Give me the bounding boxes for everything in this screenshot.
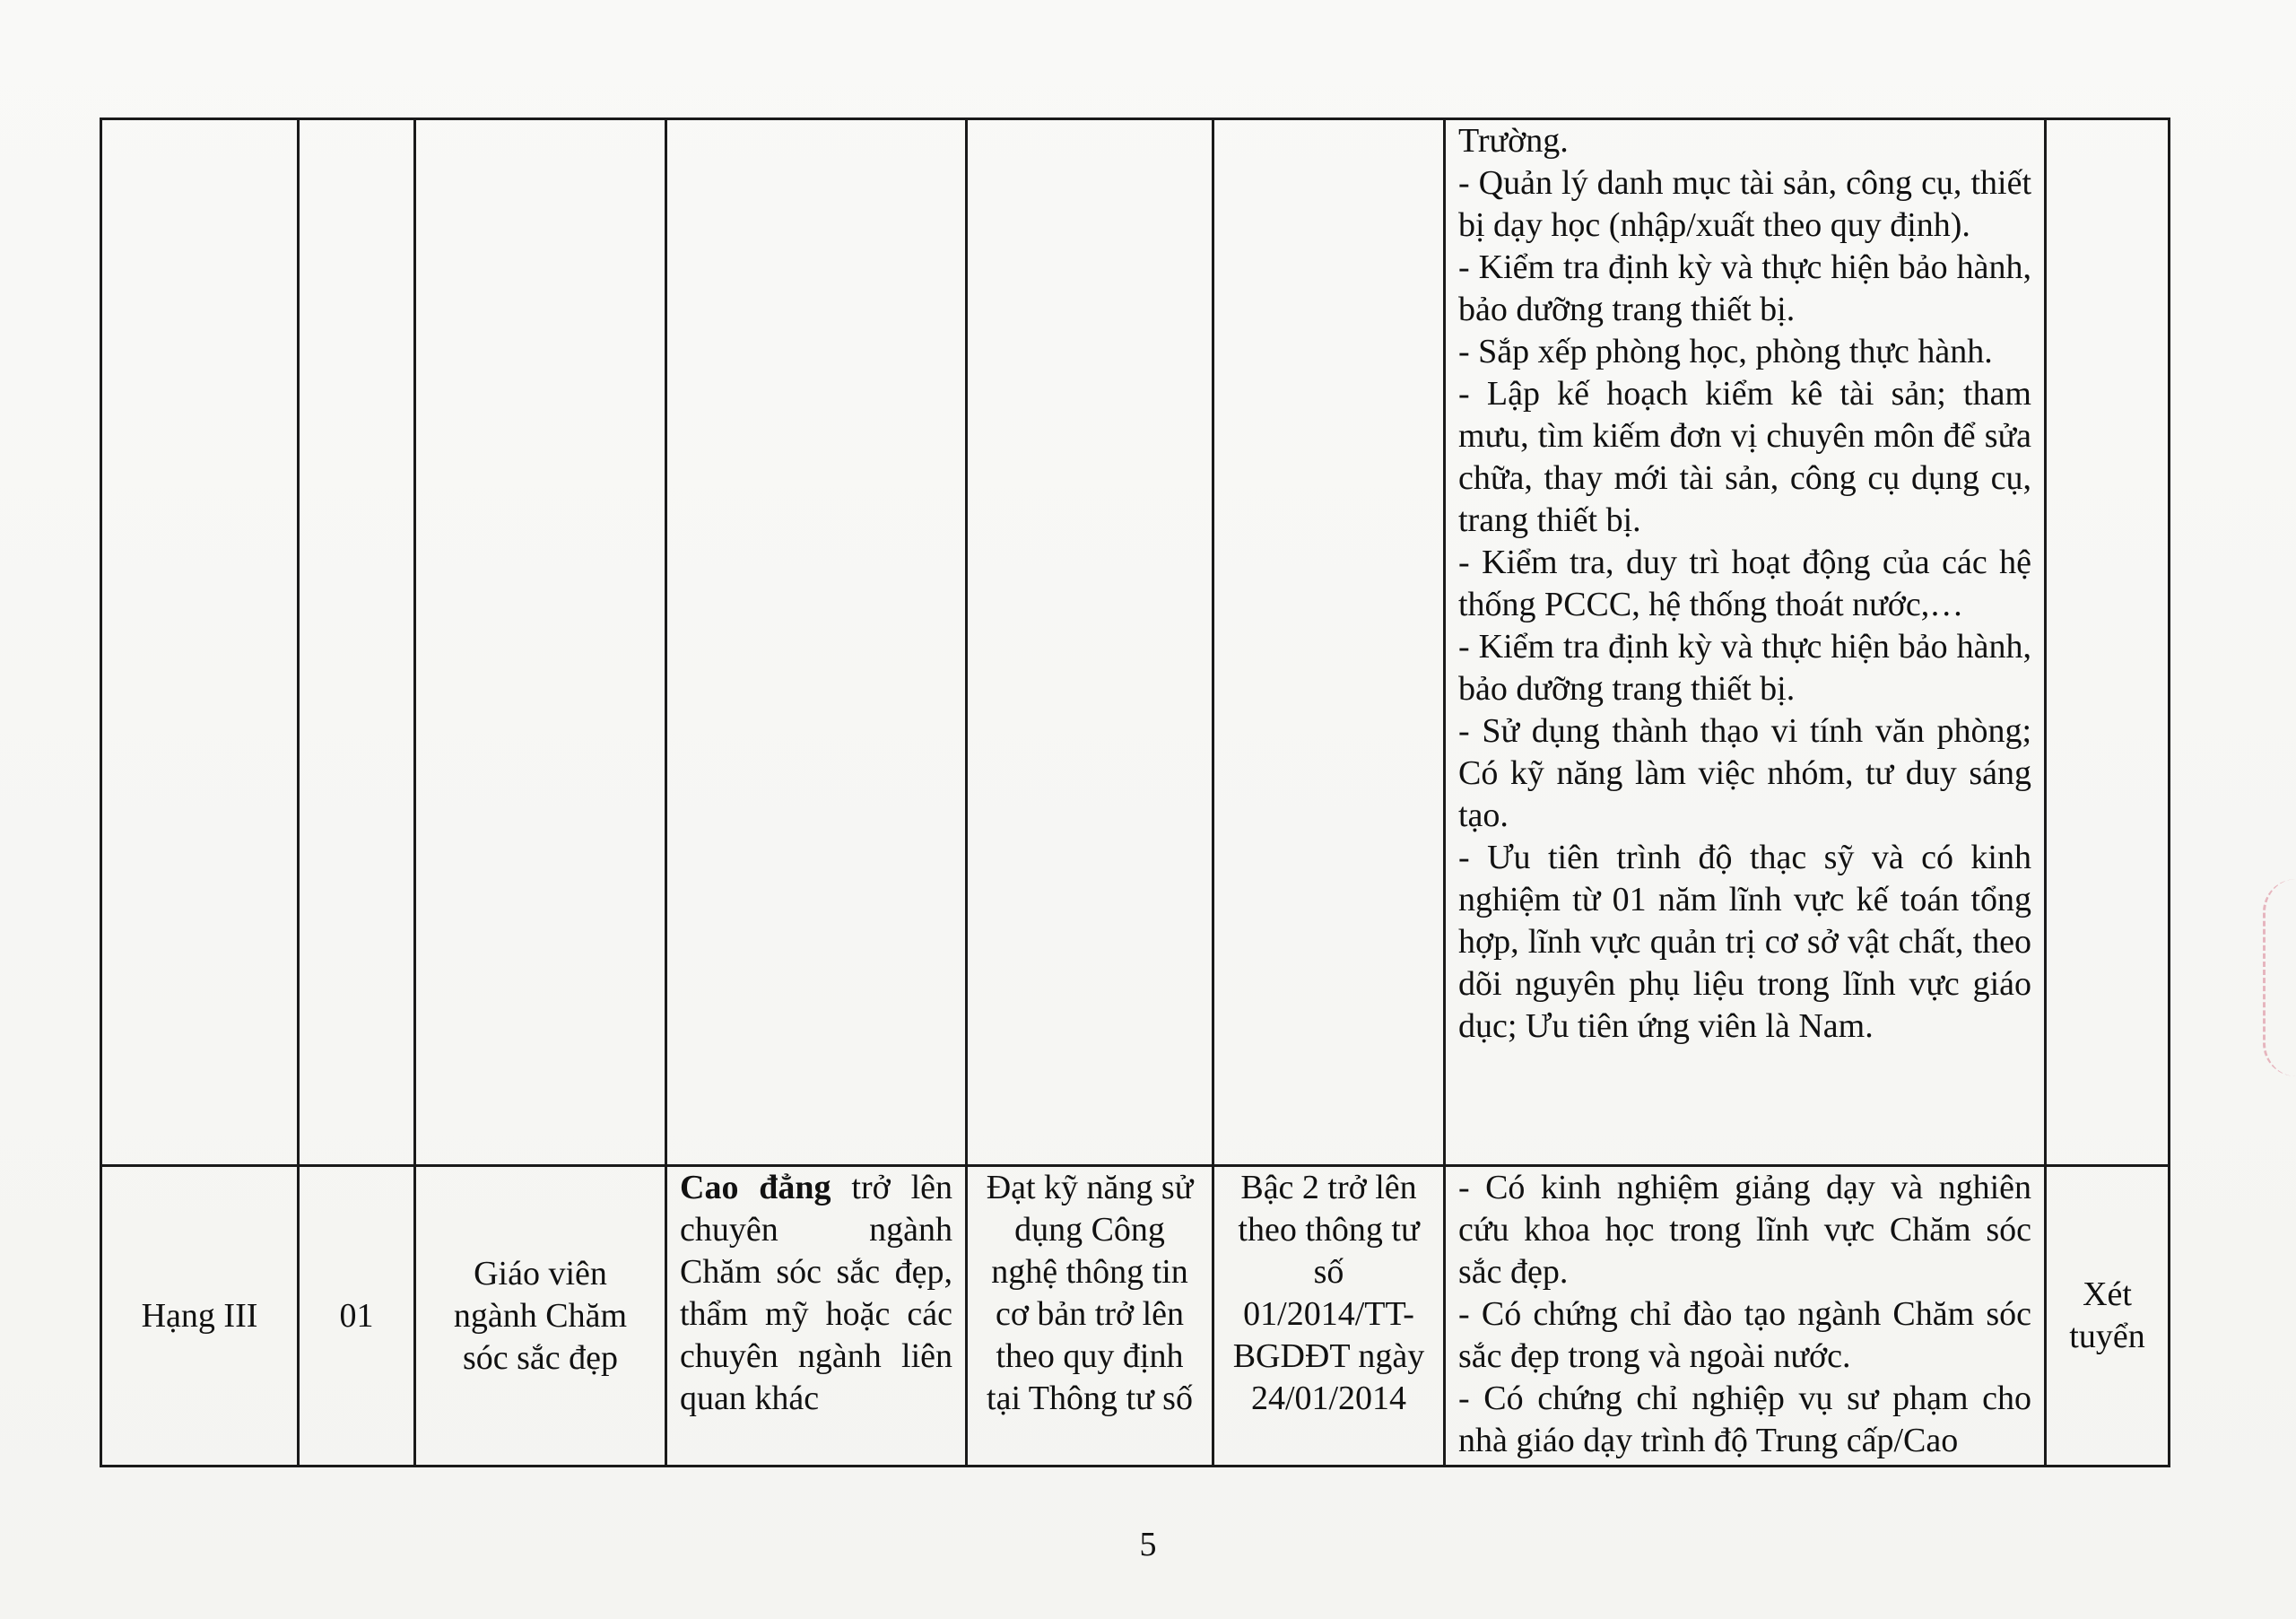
- method-cell: [2046, 119, 2170, 1166]
- requirement-line: - Kiểm tra định kỳ và thực hiện bảo hành, bảo dưỡng trang thiết bị.: [1458, 628, 2031, 708]
- requirements-cell: [1445, 119, 2046, 1166]
- method-cell: Xét tuyển: [2046, 1166, 2170, 1467]
- foreign-language-cell: [1213, 119, 1445, 1166]
- education-cell: [666, 119, 967, 1166]
- requirement-line: - Có chứng chỉ đào tạo ngành Chăm sóc sắc đẹp trong và ngoài nước.: [1458, 1295, 2031, 1375]
- rank-cell: Hạng III: [101, 1166, 299, 1467]
- education-cell: [666, 1166, 967, 1467]
- requirement-line: - Sử dụng thành thạo vi tính văn phòng; Có kỹ năng làm việc nhóm, tư duy sáng tạo.: [1458, 712, 2031, 834]
- it-skill-cell: Đạt kỹ năng sử dụng Công nghệ thông tin cơ bản trở lên theo quy định tại Thông tư số: [967, 1166, 1213, 1467]
- requirement-line: - Quản lý danh mục tài sản, công cụ, thiết bị dạy học (nhập/xuất theo quy định).: [1458, 164, 2031, 244]
- rank-cell: [101, 119, 299, 1166]
- table-row: [101, 119, 2170, 1166]
- requirement-line: - Kiểm tra, duy trì hoạt động của các hệ thống PCCC, hệ thống thoát nước,…: [1458, 544, 2031, 623]
- requirement-line: - Ưu tiên trình độ thạc sỹ và có kinh nghiệm từ 01 năm lĩnh vực kế toán tổng hợp, lĩnh vực quản trị cơ sở vật chất, theo dõi nguyên phụ liệu trong lĩnh vực giáo dục; Ưu tiên ứng viên là Nam.: [1458, 839, 2031, 1045]
- stamp-edge: [2263, 879, 2296, 1076]
- position-cell: Giáo viên ngành Chăm sóc sắc đẹp: [415, 1166, 666, 1467]
- foreign-language-cell: Bậc 2 trở lên theo thông tư số 01/2014/TT-BGDĐT ngày 24/01/2014: [1213, 1166, 1445, 1467]
- it-skill-cell: [967, 119, 1213, 1166]
- position-cell: [415, 119, 666, 1166]
- requirement-line: - Lập kế hoạch kiểm kê tài sản; tham mưu, tìm kiếm đơn vị chuyên môn để sửa chữa, thay mới tài sản, công cụ dụng cụ, trang thiết bị.: [1458, 375, 2031, 539]
- requirement-line: Trường.: [1458, 122, 1569, 160]
- recruitment-table: [100, 118, 2170, 1467]
- requirement-line: - Kiểm tra định kỳ và thực hiện bảo hành, bảo dưỡng trang thiết bị.: [1458, 248, 2031, 328]
- education-detail: trở lên chuyên ngành Chăm sóc sắc đẹp, thẩm mỹ hoặc các chuyên ngành liên quan khác: [680, 1169, 952, 1417]
- requirements-cell: [1445, 1166, 2046, 1467]
- page-number: 5: [1139, 1526, 1157, 1563]
- quantity-cell: 01: [299, 1166, 415, 1467]
- requirement-line: - Có chứng chỉ nghiệp vụ sư phạm cho nhà giáo dạy trình độ Trung cấp/Cao: [1458, 1380, 2031, 1459]
- requirement-line: - Sắp xếp phòng học, phòng thực hành.: [1458, 333, 1993, 370]
- education-level: Cao đẳng: [680, 1169, 831, 1206]
- table-row: [101, 1166, 2170, 1467]
- quantity-cell: [299, 119, 415, 1166]
- requirement-line: - Có kinh nghiệm giảng dạy và nghiên cứu khoa học trong lĩnh vực Chăm sóc sắc đẹp.: [1458, 1169, 2031, 1291]
